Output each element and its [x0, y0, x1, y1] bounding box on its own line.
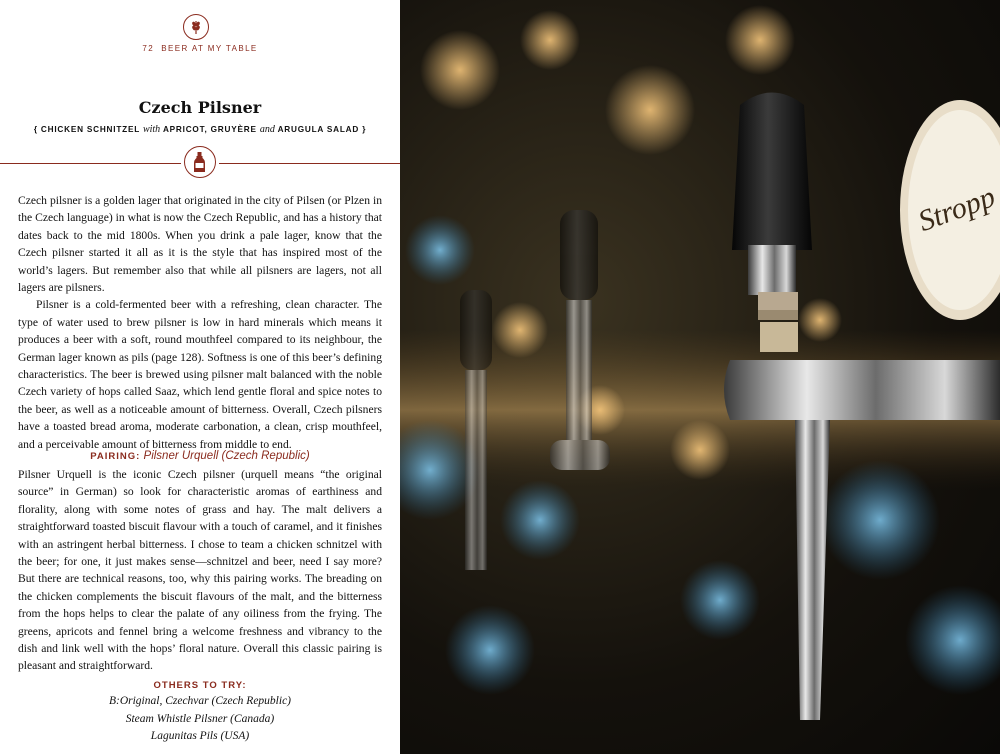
pairing-label: PAIRING: [90, 451, 141, 462]
dish-part-2: APRICOT, GRUYÈRE [162, 125, 257, 134]
pairing-beer: Pilsner Urquell (Czech Republic) [143, 450, 310, 462]
left-page [0, 0, 400, 754]
pairing-text: Pilsner Urquell is the iconic Czech pilsner (urquell means “the original source” in German) so look for characteristic aromas of earthiness and florality, along with some notes of grass and hay. The malt delivers a straightforward toasted biscuit flavour with a touch of caramel, and it finishes with an astringent herbal bitterness. I chose to team a chicken schnitzel with the beer; for one, it just makes sense—schnitzel and beer, need I say more? But there are technical reasons, too, why this pairing works. The breading on the chicken complements the biscuit flavours of the malt, and the bitterness from the hops helps to clear the palate of any oiliness from the frying. The greens, apricots and fennel bring a welcome freshness and vibrancy to the dish and link well with the hops’ floral nature. Overall this classic pairing is pleasant and straightforward. [18, 468, 382, 673]
brace-close: } [362, 125, 367, 134]
page-number: 72 [142, 44, 155, 53]
beer-bottle-icon [184, 146, 216, 178]
running-title: BEER AT MY TABLE [161, 44, 258, 53]
body-text [18, 192, 382, 453]
body-paragraph-2: Pilsner is a cold-fermented beer with a refreshing, clean character. The type of water used to brew pilsner is low in hard minerals which means it produces a beer with a soft, round mouthfeel compared to its neighbour, the German lager known as pils (page 128). Softness is one of this beer’s defining characteristics. The beer is brewed using pilsner malt balanced with the noble Czech variety of hops called Saaz, which lend gentle floral and spice notes to the beer, as well as a noticeable amount of bitterness. Overall, Czech pilsners have a toasted bread aroma, moderate carbonation, a clean, crisp mouthfeel, and a perceivable amount of bitterness from middle to end. [18, 298, 382, 451]
divider-rule-right [219, 163, 400, 164]
dish-subtitle [0, 124, 400, 135]
tap-badge [900, 100, 1000, 320]
brace-open: { [33, 125, 38, 134]
others-heading: OTHERS TO TRY: [153, 680, 247, 691]
page-title: Czech Pilsner [138, 98, 262, 117]
others-item: Lagunitas Pils (USA) [150, 730, 250, 743]
beer-taps-photo [400, 0, 1000, 754]
body-paragraph-1: Czech pilsner is a golden lager that originated in the city of Pilsen (or Plzen in the Czech language) in what is now the Czech Republic, and has a history that dates back to the mid 1800s. When you drink a pale lager, know that the Czech pilsner started it all as it is the style that has inspired most of the world’s lagers. But remember also that while all pilsners are lagers, not all lagers are pilsners. [18, 194, 382, 295]
divider-rule-left [0, 163, 181, 164]
running-header [0, 44, 400, 53]
svg-text:Stropp: Stropp [914, 180, 1000, 239]
others-item: Steam Whistle Pilsner (Canada) [125, 712, 275, 725]
dish-part-3: ARUGULA SALAD [277, 125, 360, 134]
pairing-heading [0, 450, 400, 462]
others-list [0, 693, 400, 746]
others-item: B:Original, Czechvar (Czech Republic) [108, 695, 292, 707]
dish-part-1: CHICKEN SCHNITZEL [40, 125, 140, 134]
dish-with: with [142, 124, 161, 135]
wheat-icon [183, 14, 209, 40]
dish-and: and [259, 124, 275, 135]
